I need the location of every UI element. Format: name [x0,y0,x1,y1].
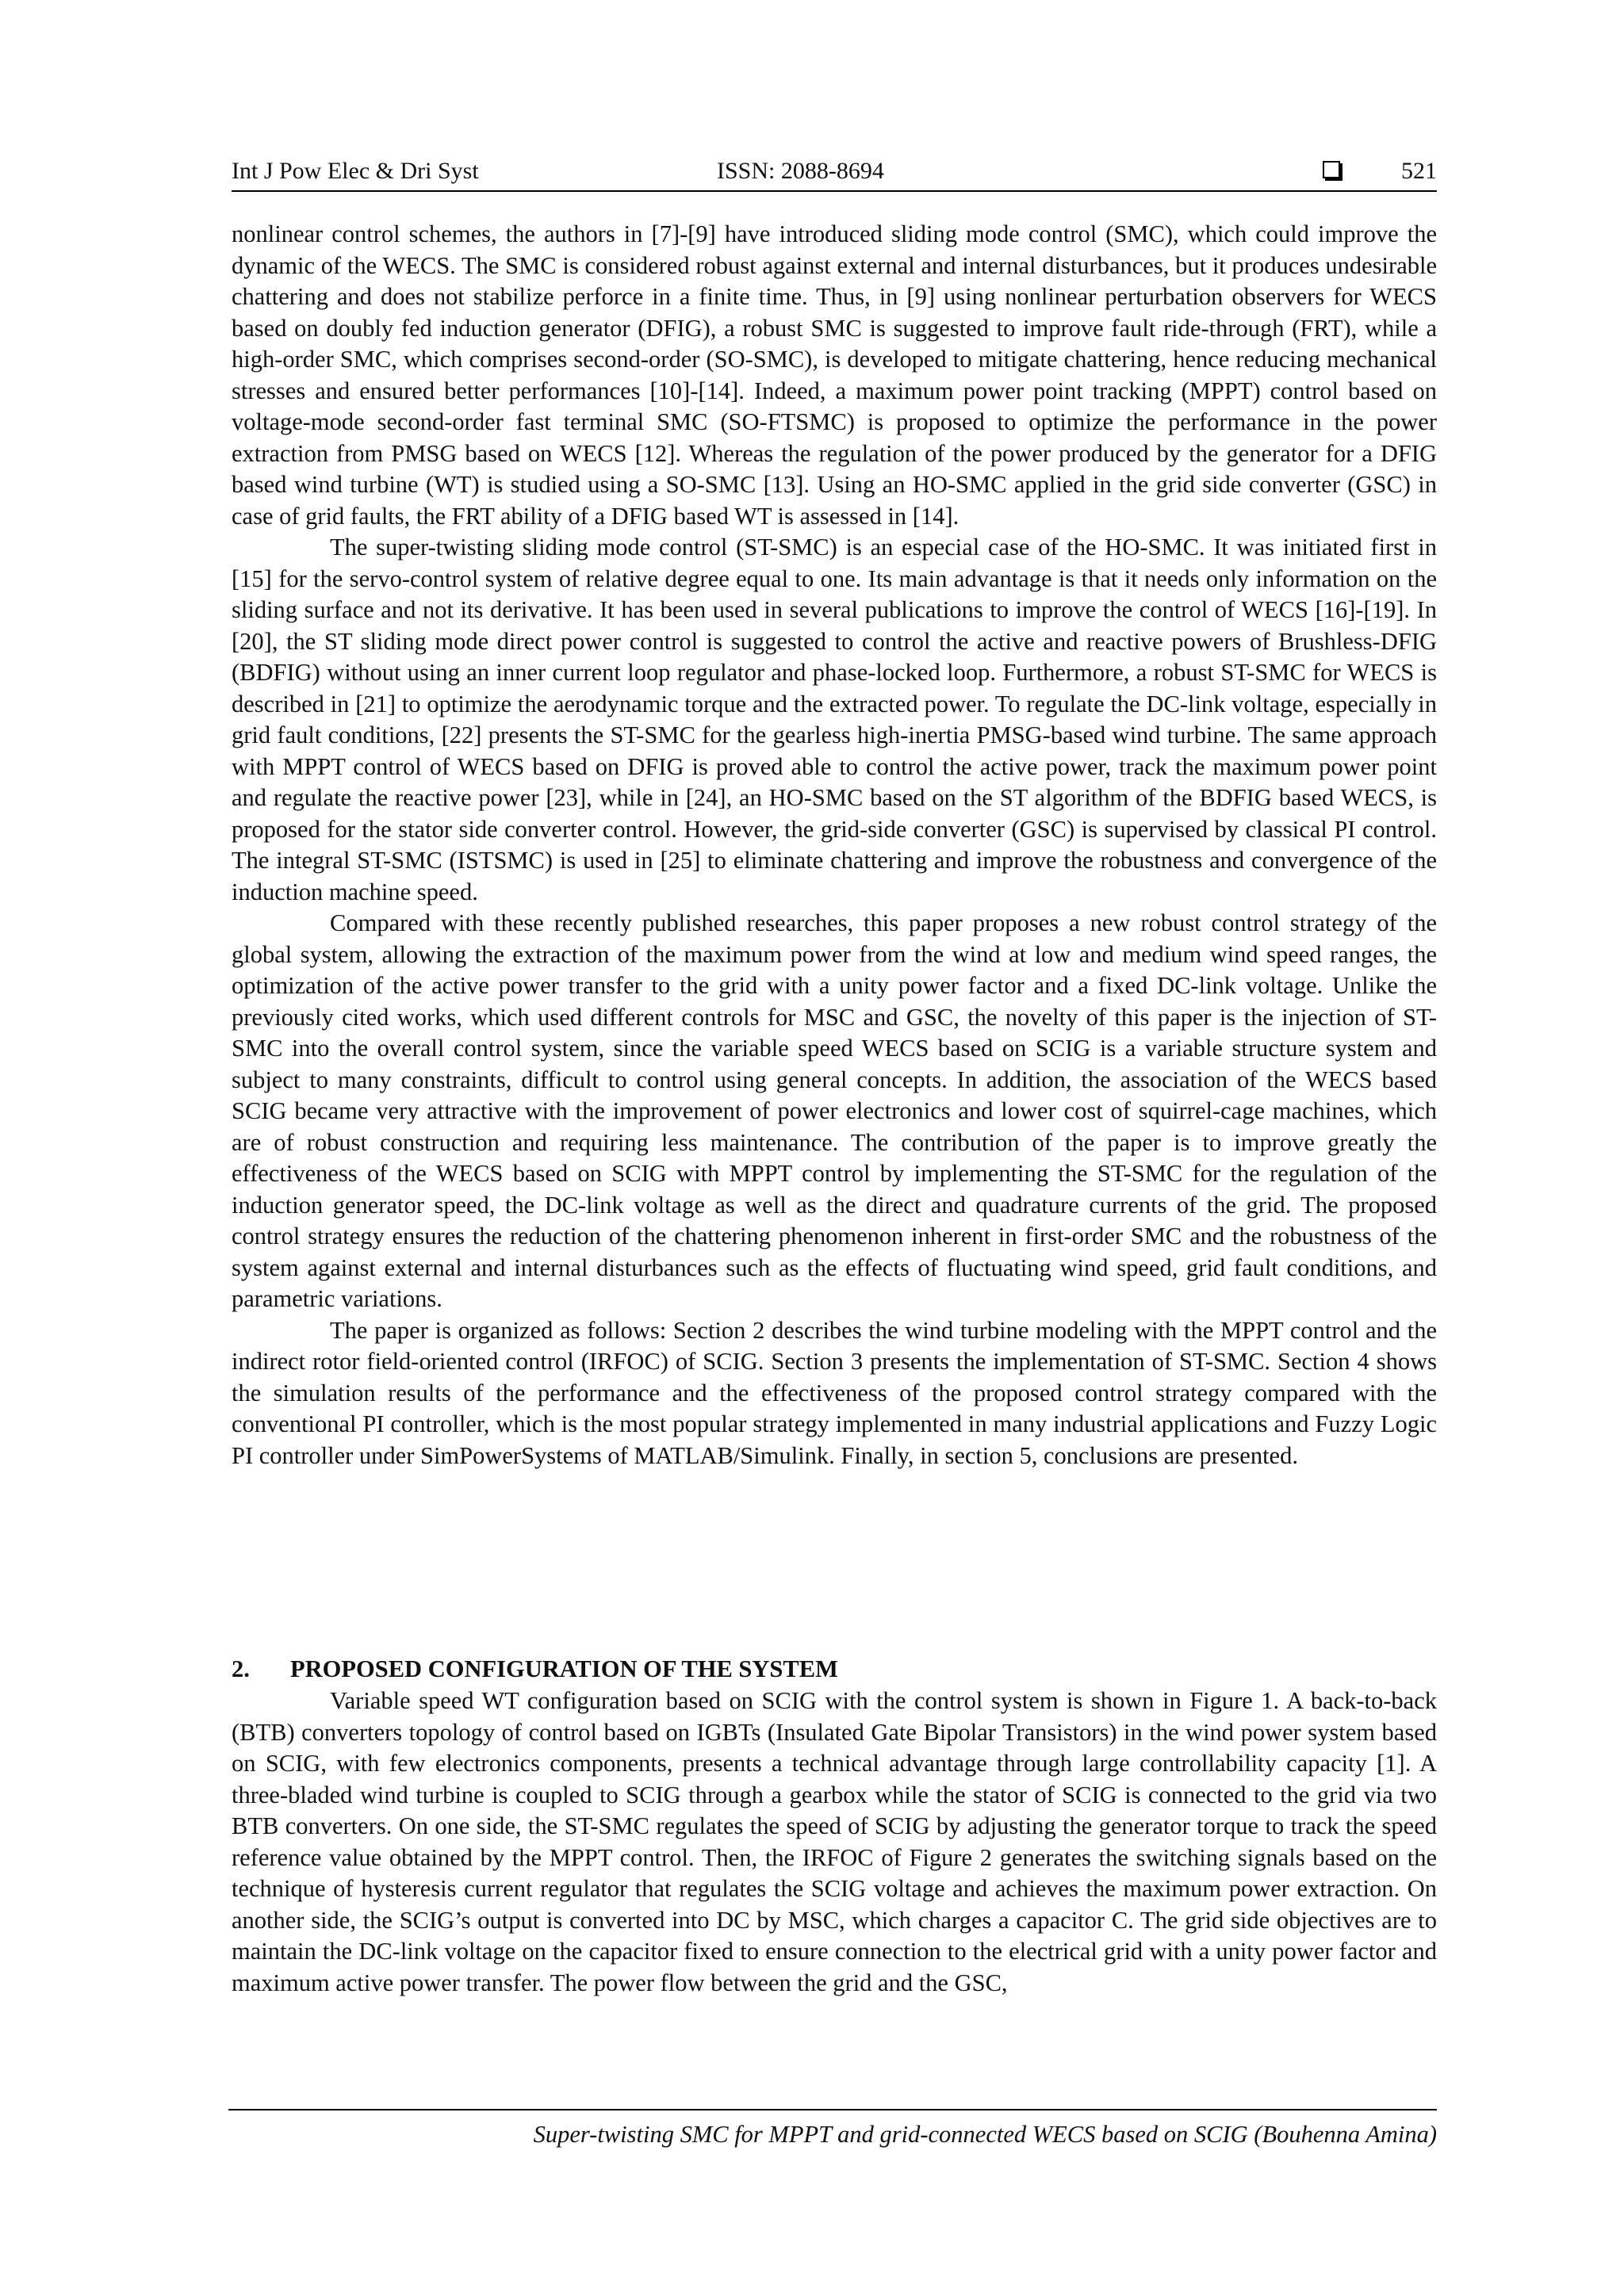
running-title: Super-twisting SMC for MPPT and grid-connected WECS based on SCIG (Bouhenna Amina) [533,2121,1437,2148]
page-footer [228,2109,1437,2148]
paragraph-4: The paper is organized as follows: Section 2 describes the wind turbine modeling with the MPPT control and the indirect rotor field-oriented control (IRFOC) of SCIG. Section 3 presents the implementation of ST-SMC. Section 4 shows the simulation results of the performance and the effectiveness of the proposed control strategy compared with the conventional PI controller, which is the most popular strategy implemented in many industrial applications and Fuzzy Logic PI controller under SimPowerSystems of MATLAB/Simulink. Finally, in section 5, conclusions are presented. [232,1316,1437,1469]
section-heading [232,1653,1437,1685]
page-header [232,155,1437,192]
paragraph-2: The super-twisting sliding mode control (ST-SMC) is an especial case of the HO-SMC. It was initiated first in [15] for the servo-control system of relative degree equal to one. Its main advantage is that it needs only information on the sliding surface and not its derivative. It has been used in several publications to improve the control of WECS [16]-[19]. In [20], the ST sliding mode direct power control is suggested to control the active and reactive powers of Brushless-DFIG (BDFIG) without using an inner current loop regulator and phase-locked loop. Furthermore, a robust ST-SMC for WECS is described in [21] to optimize the aerodynamic torque and the extracted power. To regulate the DC-link voltage, especially in grid fault conditions, [22] presents the ST-SMC for the gearless high-inertia PMSG-based wind turbine. The same approach with MPPT control of WECS based on DFIG is proved able to control the active power, track the maximum power point and regulate the reactive power [23], while in [24], an HO-SMC based on the ST algorithm of the BDFIG based WECS, is proposed for the stator side converter control. However, the grid-side converter (GSC) is supervised by classical PI control. The integral ST-SMC (ISTSMC) is used in [25] to eliminate chattering and improve the robustness and convergence of the induction machine speed. [232,534,1437,905]
body-text [232,219,1437,1471]
section-body [232,1686,1437,1999]
section-number: 2. [232,1655,250,1682]
paragraph-1: nonlinear control schemes, the authors in [7]-[9] have introduced sliding mode control (SMC), which could improve the dynamic of the WECS. The SMC is considered robust against external and internal disturbances, but it produces undesirable chattering and does not stabilize perforce in a finite time. Thus, in [9] using nonlinear perturbation observers for WECS based on doubly fed induction generator (DFIG), a robust SMC is suggested to improve fault ride-through (FRT), while a high-order SMC, which comprises second-order (SO-SMC), is developed to mitigate chattering, hence reducing mechanical stresses and ensured better performances [10]-[14]. Indeed, a maximum power point tracking (MPPT) control based on voltage-mode second-order fast terminal SMC (SO-FTSMC) is proposed to optimize the performance in the power extraction from PMSG based on WECS [12]. Whereas the regulation of the power produced by the generator for a DFIG based wind turbine (WT) is studied using a SO-SMC [13]. Using an HO-SMC applied in the grid side converter (GSC) in case of grid faults, the FRT ability of a DFIG based WT is assessed in [14]. [232,220,1437,530]
section-title-text: PROPOSED CONFIGURATION OF THE SYSTEM [290,1655,838,1682]
issn-label: ISSN: 2088-8694 [717,158,884,184]
journal-name: Int J Pow Elec & Dri Syst [232,158,479,184]
paragraph-3: Compared with these recently published researches, this paper proposes a new robust control strategy of the global system, allowing the extraction of the maximum power from the wind at low and medium wind speed ranges, the optimization of the active power transfer to the grid with a unity power factor and a fixed DC-link voltage. Unlike the previously cited works, which used different controls for MSC and GSC, the novelty of this paper is the injection of ST-SMC into the overall control system, since the variable speed WECS based on SCIG is a variable structure system and subject to many constraints, difficult to control using general concepts. In addition, the association of the WECS based SCIG became very attractive with the improvement of power electronics and lower cost of squirrel-cage machines, which are of robust construction and requiring less maintenance. The contribution of the paper is to improve greatly the effectiveness of the WECS based on SCIG with MPPT control by implementing the ST-SMC for the regulation of the induction generator speed, the DC-link voltage as well as the direct and quadrature currents of the grid. The proposed control strategy ensures the reduction of the chattering phenomenon inherent in first-order SMC and the robustness of the system against external and internal disturbances such as the effects of fluctuating wind speed, grid fault conditions, and parametric variations. [232,909,1437,1312]
checkbox-glyph-icon [1323,161,1340,178]
section-paragraph: Variable speed WT configuration based on SCIG with the control system is shown in Figure 1. A back-to-back (BTB) converters topology of control based on IGBTs (Insulated Gate Bipolar Transistors) in the wind power system based on SCIG, with few electronics components, presents a technical advantage through large controllability capacity [1]. A three-bladed wind turbine is coupled to SCIG through a gearbox while the stator of SCIG is connected to the grid via two BTB converters. On one side, the ST-SMC regulates the speed of SCIG by adjusting the generator torque to track the speed reference value obtained by the MPPT control. Then, the IRFOC of Figure 2 generates the switching signals based on the technique of hysteresis current regulator that regulates the SCIG voltage and achieves the maximum power extraction. On another side, the SCIG’s output is converted into DC by MSC, which charges a capacitor C. The grid side objectives are to maintain the DC-link voltage on the capacitor fixed to ensure connection to the electrical grid with a unity power factor and maximum active power transfer. The power flow between the grid and the GSC, [232,1687,1437,1996]
page-number: 521 [1401,158,1437,184]
